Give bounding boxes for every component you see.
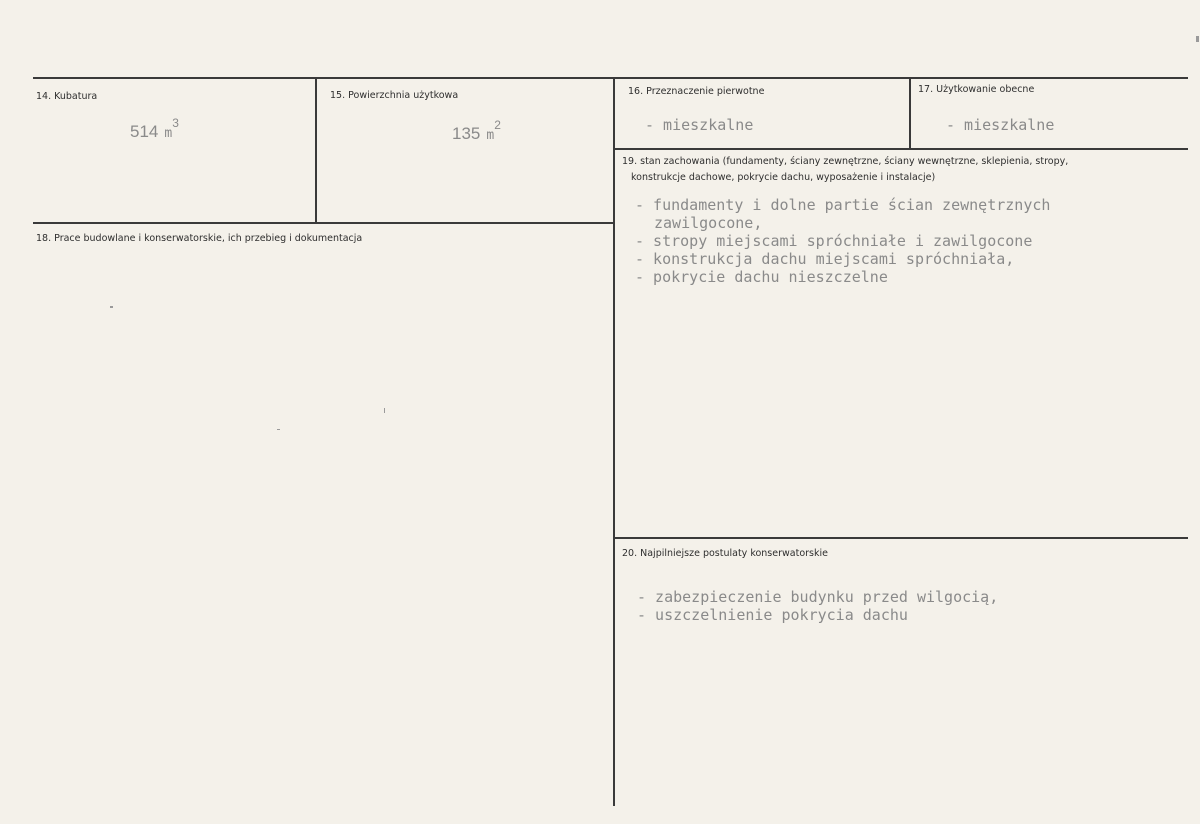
top-rule <box>33 77 1188 79</box>
column-divider-main <box>613 78 615 806</box>
field-14-number: 514 <box>130 122 159 141</box>
field-15-value <box>452 118 501 144</box>
field-19-label-line-2: konstrukcje dachowe, pokrycie dachu, wyposażenie i instalacje) <box>631 172 936 183</box>
field-14-unit: m <box>164 126 173 141</box>
row-divider-left <box>33 222 613 224</box>
field-19-line-3: - stropy miejscami spróchniałe i zawilgocone <box>635 232 1033 250</box>
column-divider-14-15 <box>315 78 317 223</box>
field-20-label: 20. Najpilniejsze postulaty konserwatorskie <box>622 548 828 559</box>
field-20-line-1: - zabezpieczenie budynku przed wilgocią, <box>637 588 999 606</box>
field-20-line-2: - uszczelnienie pokrycia dachu <box>637 606 908 624</box>
field-19-line-5: - pokrycie dachu nieszczelne <box>635 268 888 286</box>
field-15-unit: m <box>486 128 495 143</box>
field-19-line-2: zawilgocone, <box>654 214 763 232</box>
field-16-value: - mieszkalne <box>645 116 754 134</box>
paper-speck <box>1196 36 1199 42</box>
field-19-condition-list <box>635 196 1050 286</box>
field-15-number: 135 <box>452 124 481 143</box>
field-14-value <box>130 116 179 142</box>
field-19-label-line-1: 19. stan zachowania (fundamenty, ściany zewnętrzne, ściany wewnętrzne, sklepienia, stropy, <box>622 156 1069 167</box>
paper-speck <box>277 429 280 430</box>
field-18-label: 18. Prace budowlane i konserwatorskie, ich przebieg i dokumentacja <box>36 233 363 244</box>
field-19-line-1: - fundamenty i dolne partie ścian zewnętrznych <box>635 196 1051 214</box>
field-16-label: 16. Przeznaczenie pierwotne <box>628 86 765 97</box>
paper-speck <box>384 408 385 413</box>
row-divider-right-upper <box>615 148 1188 150</box>
field-17-value: - mieszkalne <box>946 116 1055 134</box>
column-divider-16-17 <box>909 78 911 148</box>
field-14-exponent: 3 <box>172 116 179 130</box>
field-20-postulate-list <box>637 588 998 624</box>
field-19-line-4: - konstrukcja dachu miejscami spróchniała, <box>635 250 1015 268</box>
row-divider-right-lower <box>615 537 1188 539</box>
field-15-exponent: 2 <box>494 118 501 132</box>
paper-speck <box>110 306 113 308</box>
field-17-label: 17. Użytkowanie obecne <box>918 84 1035 95</box>
field-15-label: 15. Powierzchnia użytkowa <box>330 90 459 101</box>
field-14-label: 14. Kubatura <box>36 91 98 102</box>
